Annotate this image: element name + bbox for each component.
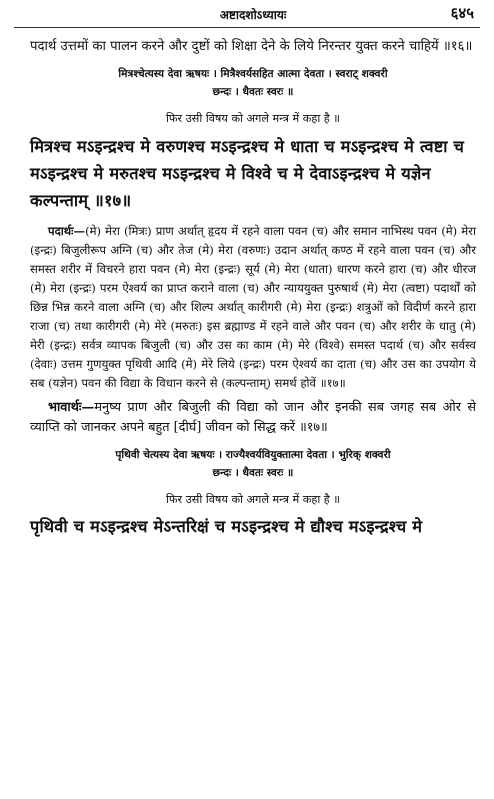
mantra-18-start: पृथिवी च मऽइन्द्रश्च मेऽन्तरिक्षं च मऽइन्द्रश्च मे द्यौश्च मऽइन्द्रश्च मे [30, 517, 423, 537]
bhavartha-text: मनुष्य प्राण और बिजुली की विद्या को जान और इनकी सब जगह सब ओर से व्याप्ति को जानकर अपने बहुत [दीर्घ] जीवन को सिद्ध करें ॥१७॥ [30, 400, 476, 436]
bhavartha-label: भावार्थः— [48, 400, 95, 416]
chhanda-svara-line: छन्दः । धैवतः स्वरः ॥ [212, 86, 294, 98]
chapter-title: अष्टादशोऽध्यायः [219, 8, 287, 22]
mantra-17: मित्रश्च मऽइन्द्रश्च मे वरुणश्च मऽइन्द्रश्च मे धाता च मऽइन्द्रश्च मे त्वष्टा च मऽइन्द्रश्च मे मरुतश्च मऽइन्द्रश्च मे विश्वे च मे देवाऽइन्द्रश्च मे यज्ञेन कल्पन्ताम् ॥१७॥ [30, 137, 465, 210]
header-rule [14, 27, 480, 28]
page-header [30, 0, 476, 26]
padartha-label: पदार्थः— [48, 224, 86, 238]
padartha-section [30, 222, 476, 393]
bhavartha-16-tail: पदार्थ उत्तमों का पालन करने और दुष्टों को शिक्षा देने के लिये निरन्तर युक्त करने चाहियें ॥१६॥ [30, 39, 473, 54]
mantra-intro-2: फिर उसी विषय को अगले मन्त्र में कहा है ॥ [166, 493, 340, 507]
bhavartha-section [30, 398, 476, 438]
mantra-intro: फिर उसी विषय को अगले मन्त्र में कहा है ॥ [166, 112, 340, 125]
rishi-devata-line-2: पृथिवी चेत्यस्य देवा ऋषयः । राज्यैश्वर्यवियुक्तात्मा देवता । भुरिक् शक्वरी [115, 449, 391, 462]
rishi-devata-line: मित्रश्चेत्यस्य देवा ऋषयः । मित्रैश्वर्यसहित आत्मा देवता । स्वराट् शक्वरी [118, 68, 388, 80]
chhanda-svara-line-2: छन्दः । धैवतः स्वरः ॥ [212, 467, 294, 480]
page-number: ६४५ [450, 4, 474, 22]
padartha-text: (मे) मेरा (मित्रः) प्राण अर्थात् हृदय में रहने वाला पवन (च) और समान नाभिस्थ पवन (मे) मेरा (इन्द्रः) बिजुलीरूप अग्नि (च) और तेज (मे) मेरा (वरुणः) उदान अर्थात् कण्ठ में रहने वाला पवन (च) और समस्त शरीर में विचरने हारा पवन (मे) मेरा (इन्द्रः) सूर्य (मे) मेरा (धाता) धारण करने हारा (च) और धीरज (मे) मेरा (इन्द्रः) परम ऐश्वर्य का प्राप्त कराने वाला (च) और न्याययुक्त पुरुषार्थ (मे) मेरा (त्वष्टा) पदार्थों को छिन्न भिन्न करने वाला अग्नि (च) और शिल्प अर्थात् कारीगरी (मे) मेरा (इन्द्रः) शत्रुओं को विदीर्ण करने हारा राजा (च) तथा कारीगरी (मे) मेरे (मरुतः) इस ब्रह्माण्ड में रहने वाले और पवन (च) और शरीर के धातु (मे) मेरी (इन्द्रः) सर्वत्र व्यापक बिजुली (च) और उस का काम (मे) मेरे (विश्वे) समस्त पदार्थ (च) और सर्वस्व (देवाः) उत्तम गुणयुक्त पृथिवी आदि (मे) मेरे लिये (इन्द्रः) परम ऐश्वर्य का दाता (च) और उस का उपयोग ये सब (यज्ञेन) पवन की विद्या के विधान करने से (कल्पन्ताम्) समर्थ होवें ॥१७॥ [30, 224, 476, 391]
